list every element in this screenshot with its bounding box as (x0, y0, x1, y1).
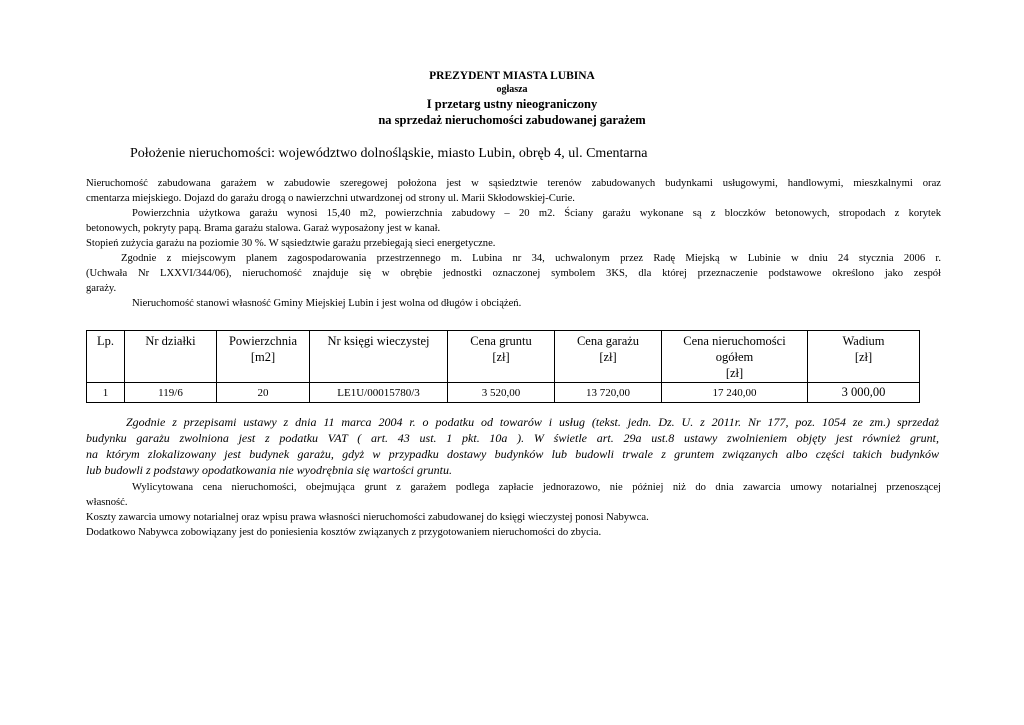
header-land-price: Cena gruntu [zł] (448, 331, 555, 383)
header-garage-price: Cena garażu [zł] (555, 331, 662, 383)
vat-note-line: Zgodnie z przepisami ustawy z dnia 11 marca 2004 r. o podatku od towarów i usług (tekst. jedn. Dz. U. z 2011r. Nr 177, poz. 1054 ze zm.) sprzedaż (126, 415, 939, 429)
cell-plot-number: 119/6 (125, 383, 217, 403)
vat-note-line: lub budowli z podstawy opodatkowania nie wyodrębnia się wartości gruntu. (86, 463, 452, 477)
vat-note (86, 414, 939, 478)
description-line: betonowych, pokryty papą. Brama garażu stalowa. Garaż wyposażony jest w kanał. (86, 223, 441, 234)
cell-garage-price: 13 720,00 (555, 383, 662, 403)
cell-area: 20 (217, 383, 310, 403)
announces-label: ogłasza (496, 84, 528, 95)
payment-line: Wylicytowana cena nieruchomości, obejmująca grunt z garażem podlega zapłacie jednorazowo, nie później niż do dnia zawarcia umowy notarialnej przenoszącej (132, 482, 941, 493)
table-row (87, 383, 920, 403)
description-line: (Uchwała Nr LXXVI/344/06), nieruchomość znajduje się w obrębie jednostki oznaczonej symbolem 3KS, dla której przeznaczenie podstawowe określono jako zespół (86, 268, 941, 279)
vat-note-line: na którym zlokalizowany jest budynek garażu, gdyż w przypadku dostawy budynków lub budowli trwale z gruntem związanych albo części takich budynków (86, 447, 939, 461)
description-line: Nieruchomość zabudowana garażem w zabudowie szeregowej położona jest w sąsiedztwie terenów zabudowanych budynkami usługowymi, handlowymi, mieszkalnymi oraz (86, 178, 941, 189)
header-lp: Lp. (87, 331, 125, 383)
payment-line: Dodatkowo Nabywca zobowiązany jest do poniesienia kosztów związanych z przygotowaniem nieruchomości do zbycia. (86, 527, 602, 538)
table-header-row (87, 331, 920, 383)
description-line: Stopień zużycia garażu na poziomie 30 %. W sąsiedztwie garażu przebiegają sieci energetyczne. (86, 238, 496, 249)
cell-deposit: 3 000,00 (808, 383, 920, 403)
tender-subject: na sprzedaż nieruchomości zabudowanej garażem (378, 113, 646, 127)
header-land-register: Nr księgi wieczystej (310, 331, 448, 383)
tender-title: I przetarg ustny nieograniczony (426, 97, 598, 111)
cell-land-price: 3 520,00 (448, 383, 555, 403)
description-line: cmentarza miejskiego. Dojazd do garażu drogą o nawierzchni utwardzonej od strony ul. Marii Skłodowskiej-Curie. (86, 193, 575, 204)
cell-lp: 1 (87, 383, 125, 403)
announcer-title: PREZYDENT MIASTA LUBINA (429, 70, 595, 82)
header-area: Powierzchnia [m2] (217, 331, 310, 383)
payment-terms (86, 480, 941, 540)
cell-land-register: LE1U/00015780/3 (310, 383, 448, 403)
property-location: Położenie nieruchomości: województwo dolnośląskie, miasto Lubin, obręb 4, ul. Cmentarna (130, 146, 648, 161)
payment-line: własność. (86, 497, 128, 508)
description-line: Zgodnie z miejscowym planem zagospodarowania przestrzennego m. Lubina nr 34, uchwalonym przez Radę Miejską w Lubinie w dniu 24 stycznia 2006 r. (121, 253, 941, 264)
header-plot-number: Nr działki (125, 331, 217, 383)
header-deposit: Wadium [zł] (808, 331, 920, 383)
property-table (86, 330, 920, 403)
description-line: garaży. (86, 283, 117, 294)
property-description (86, 176, 941, 311)
cell-total-price: 17 240,00 (662, 383, 808, 403)
vat-note-line: budynku garażu zwolniona jest z podatku VAT ( art. 43 ust. 1 pkt. 10a ). W świetle art. 29a ust.8 ustawy zwolnieniem objęty jest również grunt, (86, 431, 939, 445)
description-line: Nieruchomość stanowi własność Gminy Miejskiej Lubin i jest wolna od długów i obciążeń. (132, 298, 522, 309)
description-line: Powierzchnia użytkowa garażu wynosi 15,40 m2, powierzchnia zabudowy – 20 m2. Ściany garażu wykonane są z bloczków betonowych, stropodach z korytek (132, 208, 941, 219)
header-total-price: Cena nieruchomości ogółem [zł] (662, 331, 808, 383)
payment-line: Koszty zawarcia umowy notarialnej oraz wpisu prawa własności nieruchomości zabudowanej do księgi wieczystej ponosi Nabywca. (86, 512, 649, 523)
